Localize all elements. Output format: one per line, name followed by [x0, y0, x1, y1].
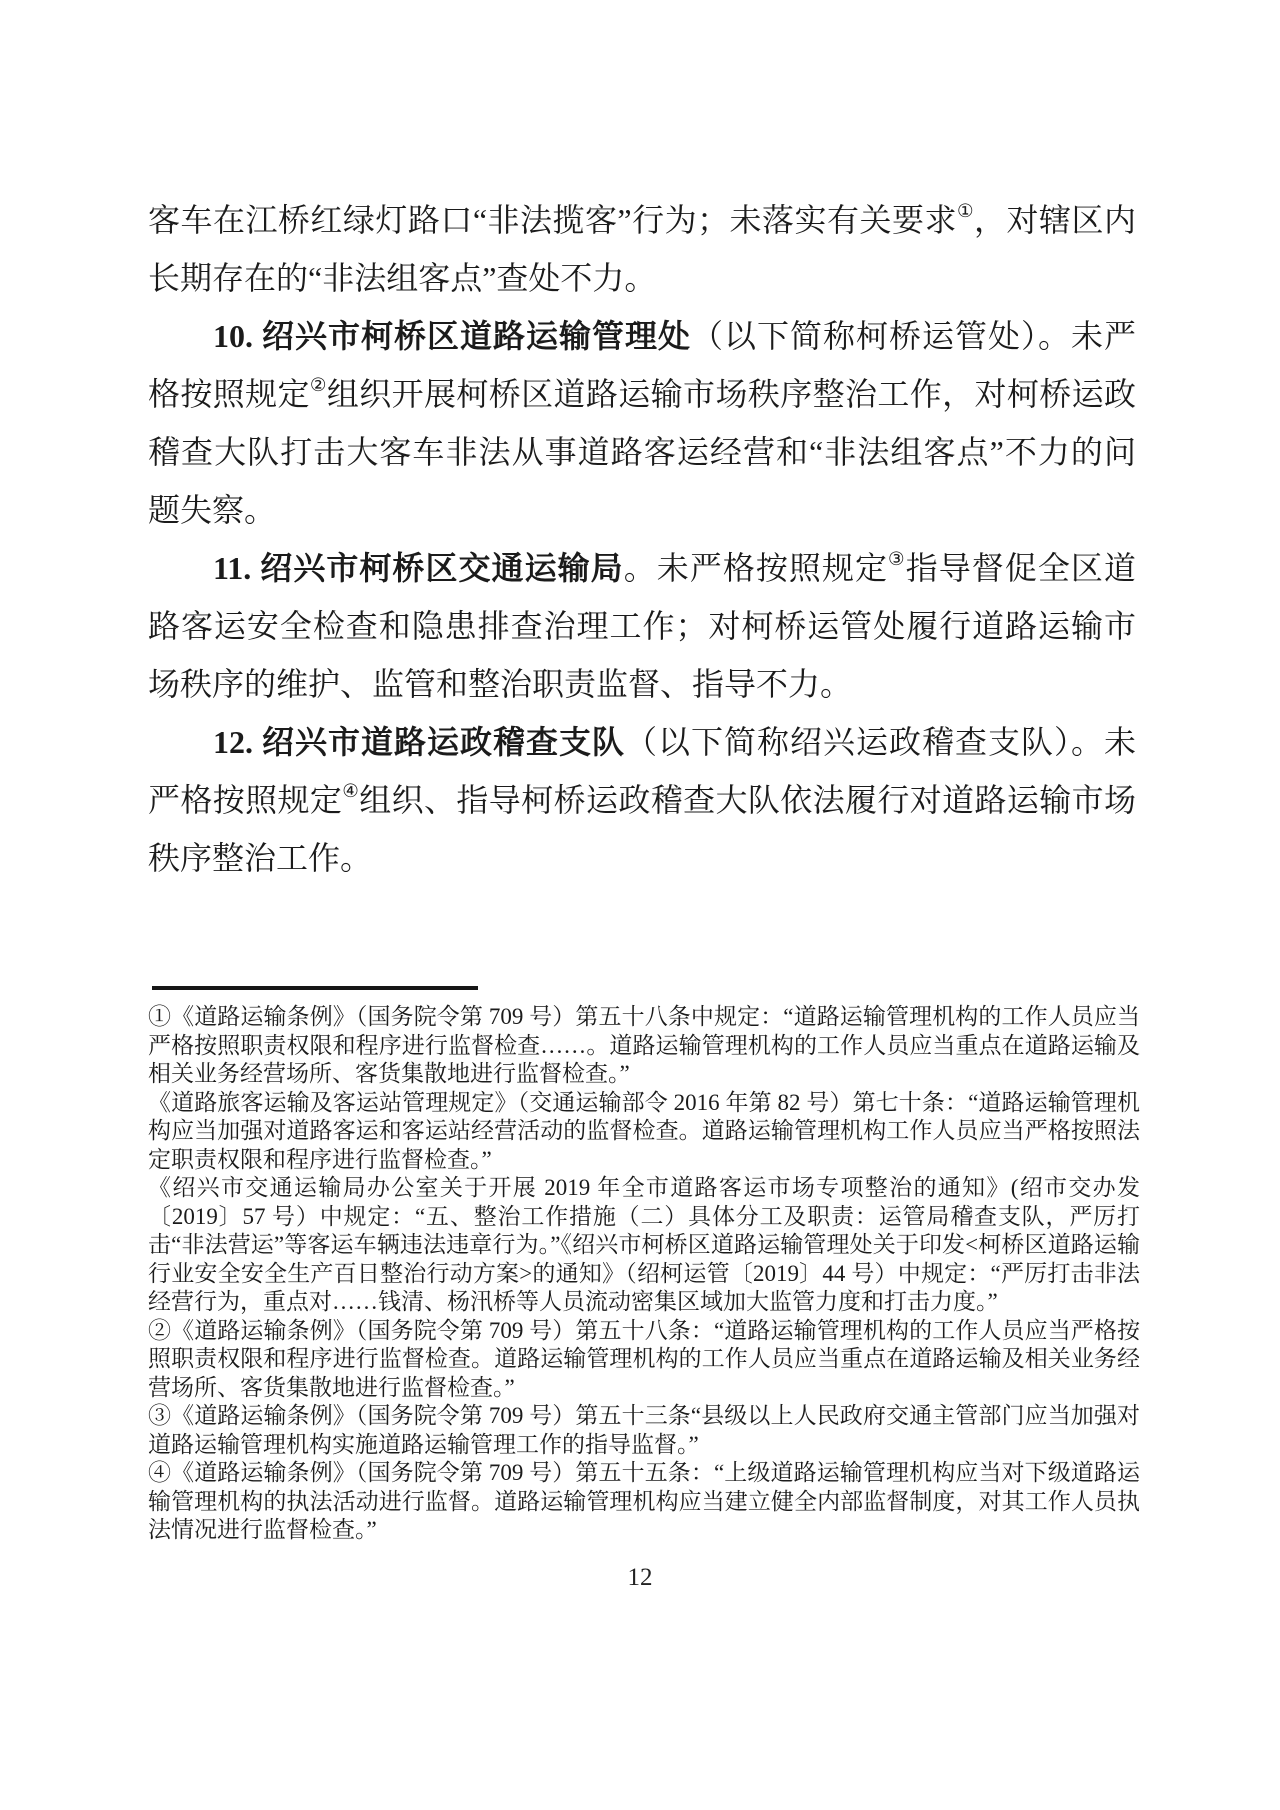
- footnote-separator: [152, 986, 478, 990]
- footnote-ref-marker: ④: [342, 781, 360, 803]
- footnote-ref-marker: ③: [888, 549, 906, 571]
- body-text: （以下简称绍兴运政稽查支队）。未严格按照规定: [148, 724, 1136, 818]
- footnote-entry: ③《道路运输条例》（国务院令第 709 号）第五十三条“县级以上人民政府交通主管部门应当加强对道路运输管理机构实施道路运输管理工作的指导监督。”: [148, 1403, 1140, 1457]
- footnote-entry: ②《道路运输条例》（国务院令第 709 号）第五十八条：“道路运输管理机构的工作人员应当严格按照职责权限和程序进行监督检查。道路运输管理机构的工作人员应当重点在道路运输及相关业务经营场所、客货集散地进行监督检查。”: [148, 1317, 1140, 1400]
- body-paragraph: [148, 713, 1136, 887]
- main-text: [148, 191, 1136, 887]
- body-text: 指导督促全区道路客运安全检查和隐患排查治理工作；对柯桥运管处履行道路运输市场秩序的维护、监管和整治职责监督、指导不力。: [148, 550, 1136, 702]
- footnotes: [148, 1003, 1140, 1545]
- body-text: 。未严格按照规定: [623, 550, 889, 586]
- body-text: 组织、指导柯桥运政稽查大队依法履行对道路运输市场秩序整治工作。: [148, 782, 1136, 876]
- footnote-ref-marker: ①: [956, 201, 975, 223]
- item-heading: 10. 绍兴市柯桥区道路运输管理处: [213, 318, 691, 354]
- footnote-entry: ④《道路运输条例》（国务院令第 709 号）第五十五条：“上级道路运输管理机构应当对下级道路运输管理机构的执法活动进行监督。道路运输管理机构应当建立健全内部监督制度，对其工作人员执法情况进行监督检查。”: [148, 1460, 1140, 1542]
- footnote-entry: ①《道路运输条例》（国务院令第 709 号）第五十八条中规定：“道路运输管理机构的工作人员应当严格按照职责权限和程序进行监督检查……。道路运输管理机构的工作人员应当重点在道路运输及相关业务经营场所、客货集散地进行监督检查。”: [148, 1004, 1140, 1086]
- page-number: 12: [627, 1564, 653, 1591]
- body-paragraph: [148, 539, 1136, 713]
- item-heading: 11. 绍兴市柯桥区交通运输局: [213, 550, 624, 586]
- item-heading: 12. 绍兴市道路运政稽查支队: [213, 724, 625, 760]
- body-paragraph: [148, 307, 1136, 539]
- body-text: （以下简称柯桥运管处）。未严格按照规定: [148, 318, 1136, 412]
- footnote-entry: 《道路旅客运输及客运站管理规定》（交通运输部令 2016 年第 82 号）第七十条：“道路运输管理机构应当加强对道路客运和客运站经营活动的监督检查。道路运输管理机构工作人员应当严格按照法定职责权限和程序进行监督检查。”: [148, 1089, 1140, 1172]
- body-text: 客车在江桥红绿灯路口“非法揽客”行为；未落实有关要求: [148, 202, 957, 238]
- body-text: 组织开展柯桥区道路运输市场秩序整治工作，对柯桥运政稽查大队打击大客车非法从事道路客运经营和“非法组客点”不力的问题失察。: [148, 376, 1136, 528]
- footnote-ref-marker: ②: [309, 375, 327, 397]
- body-text: ，对辖区内长期存在的“非法组客点”查处不力。: [148, 202, 1136, 296]
- body-paragraph: [148, 191, 1136, 307]
- footnote-entry: 《绍兴市交通运输局办公室关于开展 2019 年全市道路客运市场专项整治的通知》(绍市交办发〔2019〕57 号）中规定：“五、整治工作措施（二）具体分工及职责：运管局稽查支队，严厉打击“非法营运”等客运车辆违法违章行为。”《绍兴市柯桥区道路运输管理处关于印发<柯桥区道路运输行业安全安全生产百日整治行动方案>的通知》（绍柯运管〔2019〕44 号）中规定：“严厉打击非法经营行为，重点对……钱清、杨汛桥等人员流动密集区域加大监管力度和打击力度。”: [148, 1175, 1140, 1314]
